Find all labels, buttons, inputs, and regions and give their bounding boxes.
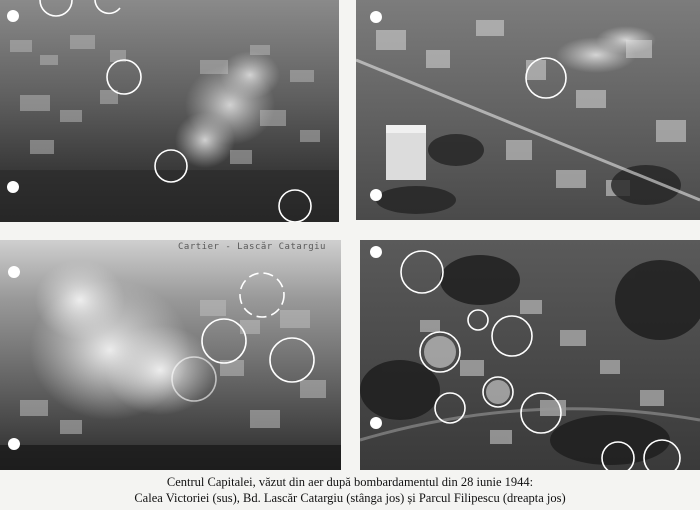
- aerial-photo-parcul-filipescu: [360, 240, 700, 470]
- photo-label: Cartier - Lascăr Catargiu: [178, 242, 326, 252]
- caption-line-2: Calea Victoriei (sus), Bd. Lascăr Catargiu (stânga jos) și Parcul Filipescu (dreapta jos): [134, 491, 566, 505]
- caption-line-1: Centrul Capitalei, văzut din aer după bombardamentul din 28 iunie 1944:: [166, 475, 534, 489]
- aerial-photo-calea-victoriei: [0, 0, 339, 222]
- aerial-photo-city-centre: [356, 0, 700, 220]
- photo-caption: [0, 474, 700, 506]
- aerial-photo-lascar-catargiu: [0, 240, 341, 470]
